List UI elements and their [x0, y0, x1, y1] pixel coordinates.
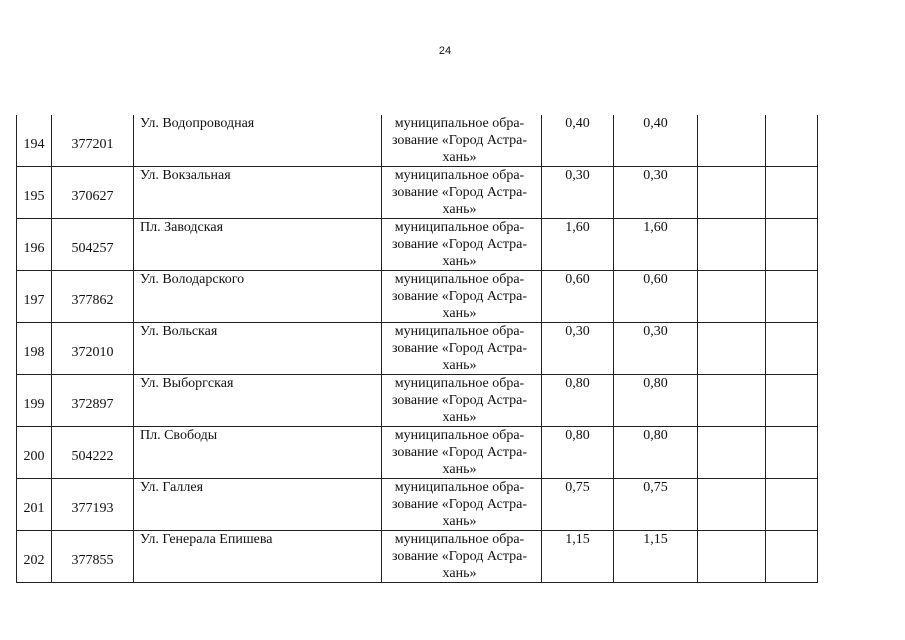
road-code-cell: 372897 [52, 375, 134, 427]
owner-line: муниципальное обра- [394, 116, 525, 131]
owner-cell [382, 427, 542, 479]
road-name-cell: Ул. Вольская [134, 323, 382, 375]
length-municipal-cell: 1,60 [614, 219, 698, 271]
table-row [17, 479, 818, 531]
table-row [17, 375, 818, 427]
length-total-cell: 0,80 [542, 427, 614, 479]
empty-cell [698, 375, 766, 427]
owner-cell [382, 479, 542, 531]
length-municipal-cell: 0,30 [614, 167, 698, 219]
owner-line: зование «Город Астра- [391, 393, 527, 408]
owner-line: хань» [442, 514, 477, 529]
table-row [17, 219, 818, 271]
owner-line: зование «Город Астра- [391, 549, 527, 564]
length-total-cell: 1,15 [542, 531, 614, 583]
row-number-cell: 199 [17, 375, 52, 427]
empty-cell [698, 323, 766, 375]
length-municipal-cell: 0,80 [614, 427, 698, 479]
row-number-cell: 201 [17, 479, 52, 531]
table-row [17, 531, 818, 583]
empty-cell [766, 219, 818, 271]
row-number-cell: 195 [17, 167, 52, 219]
length-municipal-cell: 0,75 [614, 479, 698, 531]
road-code-cell: 377201 [52, 115, 134, 167]
owner-line: зование «Город Астра- [391, 133, 527, 148]
road-name-cell: Ул. Вокзальная [134, 167, 382, 219]
owner-cell [382, 115, 542, 167]
road-code-cell: 370627 [52, 167, 134, 219]
owner-line: хань» [442, 306, 477, 321]
empty-cell [698, 531, 766, 583]
empty-cell [766, 427, 818, 479]
owner-line: муниципальное обра- [394, 168, 525, 183]
table-row [17, 271, 818, 323]
owner-line: зование «Город Астра- [391, 185, 527, 200]
length-total-cell: 0,40 [542, 115, 614, 167]
road-name-cell: Ул. Володарского [134, 271, 382, 323]
owner-line: зование «Город Астра- [391, 341, 527, 356]
road-code-cell: 377862 [52, 271, 134, 323]
length-total-cell: 0,30 [542, 323, 614, 375]
owner-line: хань» [442, 566, 477, 581]
length-municipal-cell: 0,40 [614, 115, 698, 167]
owner-line: хань» [442, 410, 477, 425]
owner-line: зование «Город Астра- [391, 237, 527, 252]
road-code-cell: 377193 [52, 479, 134, 531]
row-number-cell: 200 [17, 427, 52, 479]
road-code-cell: 372010 [52, 323, 134, 375]
row-number-cell: 194 [17, 115, 52, 167]
road-name-cell: Пл. Свободы [134, 427, 382, 479]
length-municipal-cell: 1,15 [614, 531, 698, 583]
owner-cell [382, 375, 542, 427]
table-row [17, 323, 818, 375]
length-total-cell: 0,80 [542, 375, 614, 427]
empty-cell [766, 479, 818, 531]
owner-cell [382, 323, 542, 375]
row-number-cell: 202 [17, 531, 52, 583]
empty-cell [698, 479, 766, 531]
owner-line: зование «Город Астра- [391, 497, 527, 512]
row-number-cell: 196 [17, 219, 52, 271]
length-total-cell: 0,75 [542, 479, 614, 531]
owner-cell [382, 271, 542, 323]
table-body [17, 115, 818, 583]
road-name-cell: Ул. Галлея [134, 479, 382, 531]
length-municipal-cell: 0,80 [614, 375, 698, 427]
empty-cell [698, 167, 766, 219]
road-code-cell: 504257 [52, 219, 134, 271]
owner-line: зование «Город Астра- [391, 289, 527, 304]
roads-table [16, 115, 818, 583]
owner-line: муниципальное обра- [394, 324, 525, 339]
length-municipal-cell: 0,60 [614, 271, 698, 323]
owner-line: хань» [442, 202, 477, 217]
row-number-cell: 198 [17, 323, 52, 375]
owner-line: хань» [442, 462, 477, 477]
owner-cell [382, 219, 542, 271]
table-row [17, 427, 818, 479]
length-total-cell: 0,30 [542, 167, 614, 219]
empty-cell [698, 427, 766, 479]
empty-cell [766, 167, 818, 219]
owner-cell [382, 167, 542, 219]
row-number-cell: 197 [17, 271, 52, 323]
owner-line: муниципальное обра- [394, 428, 525, 443]
owner-line: зование «Город Астра- [391, 445, 527, 460]
empty-cell [766, 115, 818, 167]
owner-line: хань» [442, 150, 477, 165]
owner-line: хань» [442, 254, 477, 269]
road-name-cell: Пл. Заводская [134, 219, 382, 271]
empty-cell [698, 219, 766, 271]
empty-cell [766, 271, 818, 323]
road-name-cell: Ул. Генерала Епишева [134, 531, 382, 583]
page-number: 24 [438, 45, 452, 57]
length-total-cell: 0,60 [542, 271, 614, 323]
empty-cell [698, 271, 766, 323]
length-municipal-cell: 0,30 [614, 323, 698, 375]
road-code-cell: 377855 [52, 531, 134, 583]
owner-line: муниципальное обра- [394, 532, 525, 547]
table-row [17, 115, 818, 167]
owner-line: хань» [442, 358, 477, 373]
owner-line: муниципальное обра- [394, 376, 525, 391]
length-total-cell: 1,60 [542, 219, 614, 271]
owner-line: муниципальное обра- [394, 272, 525, 287]
empty-cell [766, 323, 818, 375]
empty-cell [698, 115, 766, 167]
road-code-cell: 504222 [52, 427, 134, 479]
table-row [17, 167, 818, 219]
road-name-cell: Ул. Выборгская [134, 375, 382, 427]
empty-cell [766, 375, 818, 427]
road-name-cell: Ул. Водопроводная [134, 115, 382, 167]
empty-cell [766, 531, 818, 583]
owner-line: муниципальное обра- [394, 480, 525, 495]
owner-line: муниципальное обра- [394, 220, 525, 235]
owner-cell [382, 531, 542, 583]
